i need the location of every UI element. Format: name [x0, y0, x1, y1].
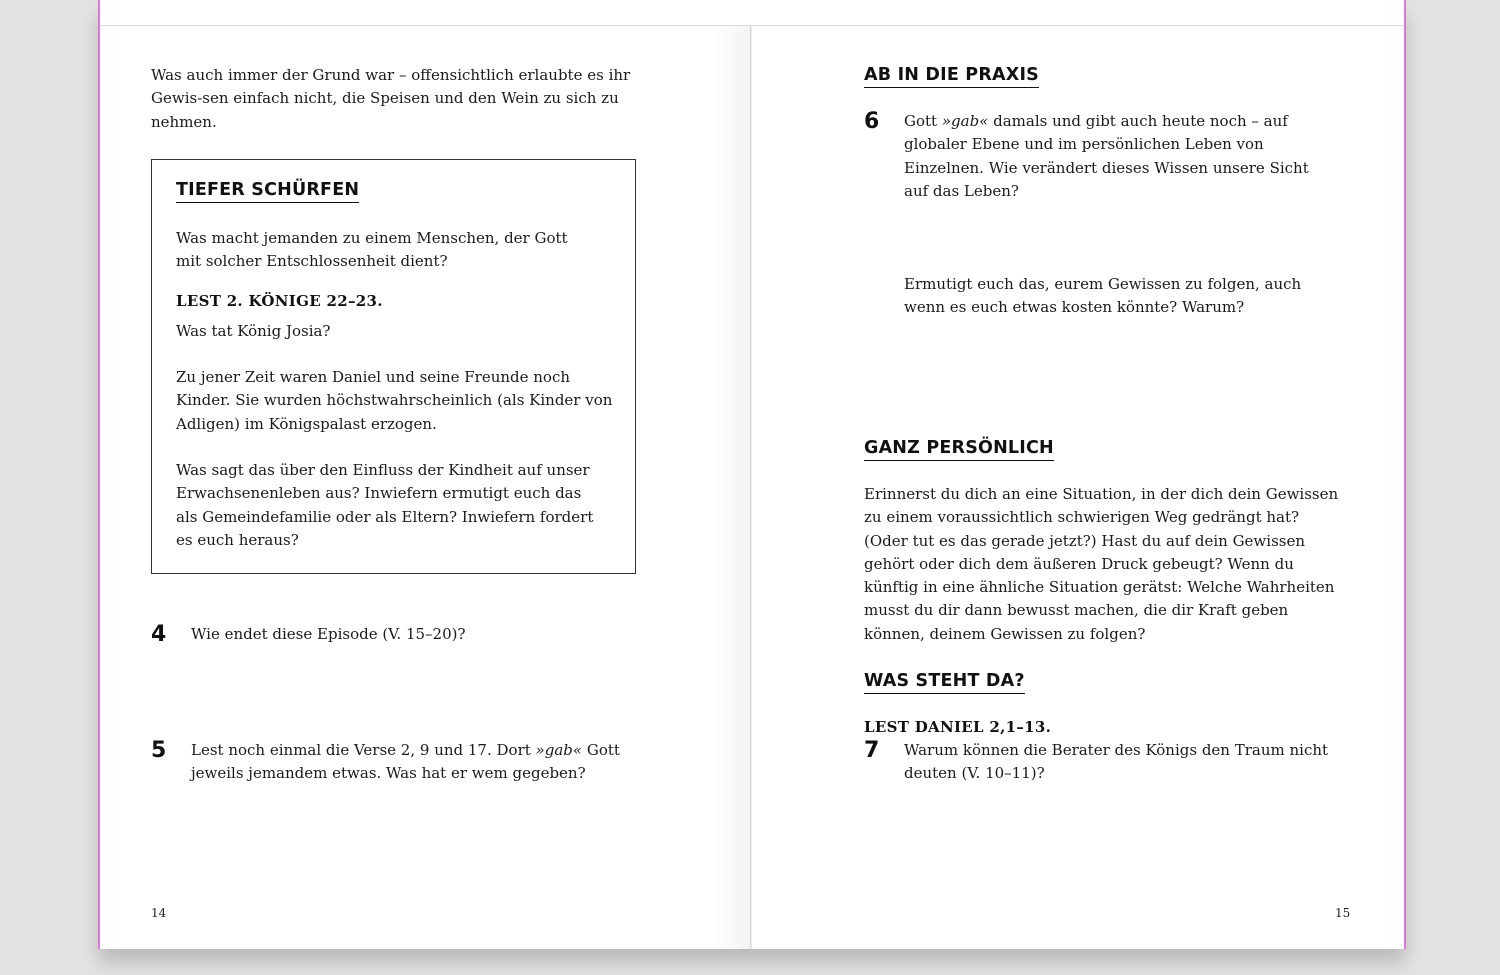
page-number-left: 14: [151, 906, 167, 920]
question-5-text: Lest noch einmal die Verse 2, 9 und 17. Dort »gab« Gott jeweils jemandem etwas. Was hat er wem gegeben?: [191, 741, 620, 783]
question-number-5: 5: [151, 738, 167, 763]
question-4-text: Wie endet diese Episode (V. 15–20)?: [191, 625, 466, 643]
question-6-followup: Ermutigt euch das, eurem Gewissen zu folgen, auch wenn es euch etwas kosten könnte? Warum?: [904, 275, 1302, 317]
left-page: [100, 26, 750, 949]
right-page: [752, 26, 1404, 949]
box-paragraph-2: Was tat König Josia?: [176, 322, 331, 340]
practice-heading: AB IN DIE PRAXIS: [864, 64, 1039, 88]
personal-paragraph: Erinnerst du dich an eine Situation, in der dich dein Gewissen zu einem voraussichtlich schwierigen Weg gedrängt hat? (Oder tut es das gerade jetzt?) Hast du auf dein Gewissen gehört oder dich dem äußeren Druck gebeugt? Wenn du künftig in eine ähnliche Situation gerätst: Welche Wahrheiten musst du dir dann bewusst machen, die dir Kraft geben können, deinem Gewissen zu folgen?: [864, 485, 1339, 643]
box-reading-ref: LEST 2. KÖNIGE 22–23.: [176, 292, 383, 310]
question-number-4: 4: [151, 622, 167, 647]
box-paragraph-4: Was sagt das über den Einfluss der Kindheit auf unser Erwachsenenleben aus? Inwiefern ermutigt euch das als Gemeindefamilie oder als Eltern? Inwiefern fordert es euch heraus?: [176, 461, 594, 549]
box-paragraph-1: Was macht jemanden zu einem Menschen, der Gott mit solcher Entschlossenheit dient?: [176, 229, 568, 271]
daniel-reading-ref: LEST DANIEL 2,1–13.: [864, 718, 1052, 736]
question-number-6: 6: [864, 109, 880, 134]
intro-paragraph: Was auch immer der Grund war – offensichtlich erlaubte es ihr Gewis-sen einfach nicht, die Speisen und den Wein zu sich zu nehmen.: [151, 66, 631, 131]
page-top-edge: [100, 0, 1404, 26]
box-heading: TIEFER SCHÜRFEN: [176, 179, 359, 203]
box-paragraph-3: Zu jener Zeit waren Daniel und seine Freunde noch Kinder. Sie wurden höchstwahrscheinlich (als Kinder von Adligen) im Königspalast erzogen.: [176, 368, 613, 433]
deeper-dig-box: [151, 159, 636, 574]
question-7-text: Warum können die Berater des Königs den Traum nicht deuten (V. 10–11)?: [904, 741, 1329, 783]
question-number-7: 7: [864, 738, 880, 763]
what-heading: WAS STEHT DA?: [864, 670, 1025, 694]
question-6-text: Gott »gab« damals und gibt auch heute noch – auf globaler Ebene und im persönlichen Leben von Einzelnen. Wie verändert dieses Wissen unsere Sicht auf das Leben?: [904, 112, 1309, 200]
page-number-right: 15: [1335, 906, 1351, 920]
personal-heading: GANZ PERSÖNLICH: [864, 437, 1054, 461]
book-spread: [98, 0, 1406, 949]
